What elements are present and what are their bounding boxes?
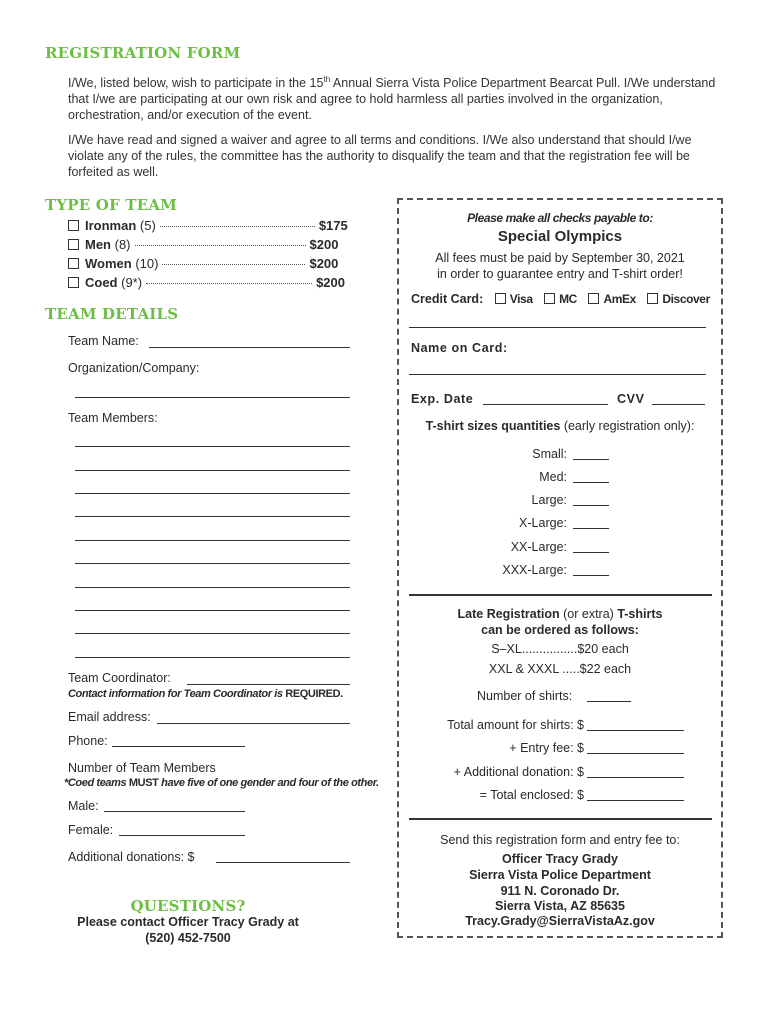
phone-label: Phone: bbox=[68, 734, 108, 748]
questions-contact-line: Please contact Officer Tracy Grady at bbox=[77, 915, 299, 929]
send-to-intro: Send this registration form and entry fee to: bbox=[440, 833, 680, 847]
size-xlarge-label: X-Large: bbox=[519, 516, 567, 530]
divider bbox=[409, 818, 712, 820]
send-to-street: 911 N. Coronado Dr. bbox=[500, 884, 620, 898]
checkbox-icon[interactable] bbox=[544, 293, 555, 304]
checkbox-icon[interactable] bbox=[588, 293, 599, 304]
number-of-members-label: Number of Team Members bbox=[68, 761, 216, 775]
team-details-heading: TEAM DETAILS bbox=[45, 305, 179, 323]
exp-date-field[interactable] bbox=[483, 404, 608, 405]
phone-field[interactable] bbox=[112, 746, 245, 747]
male-field[interactable] bbox=[104, 811, 245, 812]
send-to-name: Officer Tracy Grady bbox=[501, 852, 619, 866]
team-member-field-3[interactable] bbox=[75, 493, 350, 494]
number-of-shirts-label: Number of shirts: bbox=[477, 689, 573, 703]
checkbox-icon[interactable] bbox=[68, 258, 79, 269]
size-xxxlarge-label: XXX-Large: bbox=[502, 563, 567, 577]
checkbox-icon[interactable] bbox=[647, 293, 658, 304]
organization-label: Organization/Company: bbox=[68, 361, 200, 375]
entry-fee-field[interactable] bbox=[587, 753, 684, 754]
exp-date-label: Exp. Date bbox=[411, 392, 474, 406]
name-on-card-label: Name on Card: bbox=[411, 341, 508, 355]
send-to-department: Sierra Vista Police Department bbox=[469, 868, 651, 882]
cvv-label: CVV bbox=[617, 392, 645, 406]
size-large-field[interactable] bbox=[573, 505, 609, 506]
team-name-field[interactable] bbox=[149, 347, 350, 348]
checkbox-icon[interactable] bbox=[495, 293, 506, 304]
female-field[interactable] bbox=[119, 835, 245, 836]
male-label: Male: bbox=[68, 799, 99, 813]
form-title: REGISTRATION FORM bbox=[45, 44, 241, 62]
intro-paragraph-2: I/We have read and signed a waiver and agree to all terms and conditions. I/We also understand that should I/we violate any of the rules, the committee has the authority to disqualify the team and that the registration fee will be forfeited as well. bbox=[68, 133, 692, 179]
additional-donation-label: + Additional donation: $ bbox=[453, 765, 584, 779]
size-med-label: Med: bbox=[539, 470, 567, 484]
deadline-line-2: in order to guarantee entry and T-shirt order! bbox=[437, 267, 683, 281]
checks-payable-text: Please make all checks payable to: bbox=[467, 211, 653, 225]
team-member-field-6[interactable] bbox=[75, 563, 350, 564]
team-member-field-5[interactable] bbox=[75, 540, 350, 541]
payee-name: Special Olympics bbox=[497, 228, 623, 245]
entry-fee-label: + Entry fee: $ bbox=[509, 741, 584, 755]
team-member-field-9[interactable] bbox=[75, 633, 350, 634]
questions-phone: (520) 452-7500 bbox=[145, 931, 231, 945]
size-xlarge-field[interactable] bbox=[573, 528, 609, 529]
late-price-small: S–XL................$20 each bbox=[491, 642, 629, 656]
team-member-field-4[interactable] bbox=[75, 516, 350, 517]
total-shirts-field[interactable] bbox=[587, 730, 684, 731]
cvv-field[interactable] bbox=[652, 404, 705, 405]
team-type-option-ironman[interactable]: Ironman (5) $175 bbox=[68, 218, 348, 233]
size-large-label: Large: bbox=[531, 493, 567, 507]
size-xxlarge-label: XX-Large: bbox=[510, 540, 567, 554]
team-member-field-10[interactable] bbox=[75, 657, 350, 658]
size-small-field[interactable] bbox=[573, 459, 609, 460]
size-xxxlarge-field[interactable] bbox=[573, 575, 609, 576]
late-registration-line-1: Late Registration (or extra) T-shirts bbox=[457, 607, 663, 621]
tshirt-sizes-heading: T-shirt sizes quantities (early registration only): bbox=[425, 419, 695, 433]
intro-paragraph-1: I/We, listed below, wish to participate in the 15th Annual Sierra Vista Police Department Bearcat Pull. I/We understand that I/we are participating at our own risk and agree to hold harmless all parties involved in the organization, orchestration, and/or execution of the event. bbox=[68, 75, 716, 123]
checkbox-icon[interactable] bbox=[68, 220, 79, 231]
team-member-field-8[interactable] bbox=[75, 610, 350, 611]
team-name-label: Team Name: bbox=[68, 334, 139, 348]
coed-note: *Coed teams MUST have five of one gender and four of the other. bbox=[64, 777, 379, 789]
coordinator-note: Contact information for Team Coordinator is REQUIRED. bbox=[68, 688, 343, 700]
total-enclosed-field[interactable] bbox=[587, 800, 684, 801]
team-coordinator-label: Team Coordinator: bbox=[68, 671, 171, 685]
female-label: Female: bbox=[68, 823, 114, 837]
total-shirts-label: Total amount for shirts: $ bbox=[447, 718, 584, 732]
organization-field[interactable] bbox=[75, 397, 350, 398]
name-on-card-field[interactable] bbox=[409, 374, 706, 375]
late-registration-line-2: can be ordered as follows: bbox=[481, 623, 639, 637]
checkbox-icon[interactable] bbox=[68, 239, 79, 250]
additional-donations-field[interactable] bbox=[216, 862, 350, 863]
team-member-field-1[interactable] bbox=[75, 446, 350, 447]
team-type-option-coed[interactable]: Coed (9*) $200 bbox=[68, 275, 345, 290]
additional-donation-field[interactable] bbox=[587, 777, 684, 778]
questions-heading: QUESTIONS? bbox=[130, 897, 246, 915]
number-of-shirts-field[interactable] bbox=[587, 701, 631, 702]
team-coordinator-field[interactable] bbox=[187, 684, 350, 685]
deadline-line-1: All fees must be paid by September 30, 2021 bbox=[435, 251, 685, 265]
email-label: Email address: bbox=[68, 710, 151, 724]
team-type-option-women[interactable]: Women (10) $200 bbox=[68, 256, 338, 271]
size-small-label: Small: bbox=[532, 447, 567, 461]
email-field[interactable] bbox=[157, 723, 350, 724]
size-xxlarge-field[interactable] bbox=[573, 552, 609, 553]
team-member-field-7[interactable] bbox=[75, 587, 350, 588]
team-members-label: Team Members: bbox=[68, 411, 158, 425]
type-of-team-heading: TYPE OF TEAM bbox=[45, 196, 177, 214]
team-type-option-men[interactable]: Men (8) $200 bbox=[68, 237, 338, 252]
send-to-email[interactable]: Tracy.Grady@SierraVistaAz.gov bbox=[465, 914, 655, 928]
late-price-large: XXL & XXXL .....$22 each bbox=[488, 662, 632, 676]
checkbox-icon[interactable] bbox=[68, 277, 79, 288]
size-med-field[interactable] bbox=[573, 482, 609, 483]
team-member-field-2[interactable] bbox=[75, 470, 350, 471]
additional-donations-label: Additional donations: $ bbox=[68, 850, 195, 864]
send-to-city: Sierra Vista, AZ 85635 bbox=[495, 899, 625, 913]
credit-card-row: Credit Card: Visa MC AmEx Discover bbox=[411, 292, 710, 306]
credit-card-number-field[interactable] bbox=[409, 327, 706, 328]
total-enclosed-label: = Total enclosed: $ bbox=[479, 788, 584, 802]
divider bbox=[409, 594, 712, 596]
